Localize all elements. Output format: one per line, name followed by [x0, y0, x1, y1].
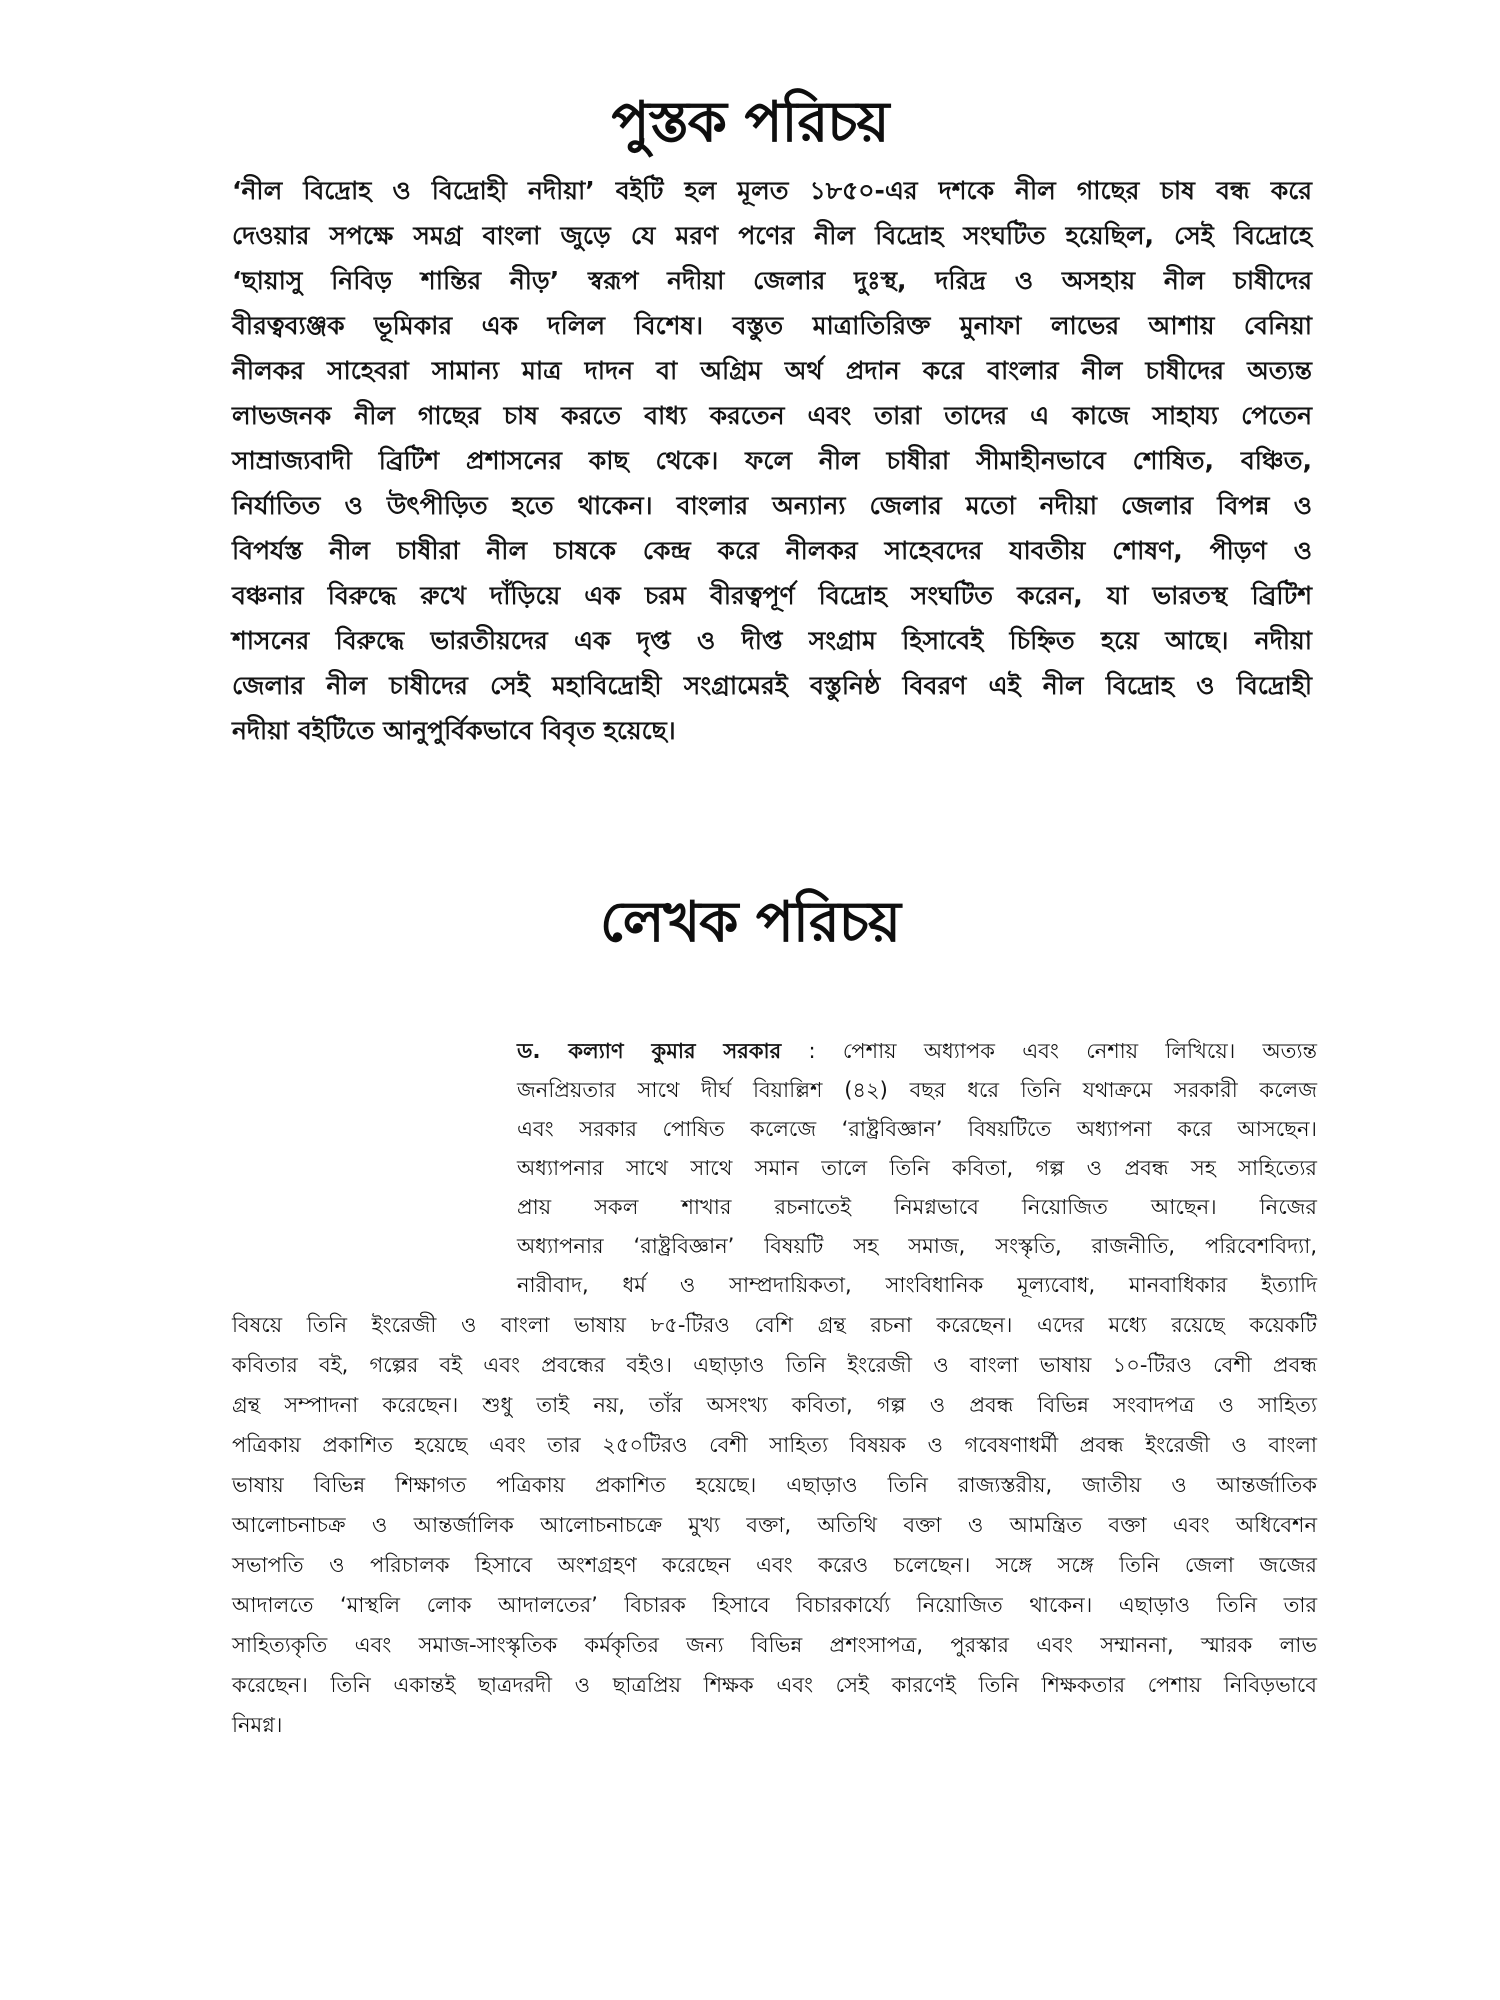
- paragraph-line: আলোচনাচক্র ও আন্তর্জালিক আলোচনাচক্রে মুখ্য বক্তা, অতিথি বক্তা ও আমন্ত্রিত বক্তা এবং অধিবেশন: [232, 1513, 1317, 1537]
- paragraph-line: দেওয়ার সপক্ষে সমগ্র বাংলা জুড়ে যে মরণ পণের নীল বিদ্রোহ সংঘটিত হয়েছিল, সেই বিদ্রোহে: [232, 221, 1312, 250]
- paragraph-line: [517, 1032, 1317, 1071]
- author-intro-paragraph-indented: [517, 1032, 1317, 1305]
- paragraph-line: বিপর্যস্ত নীল চাষীরা নীল চাষকে কেন্দ্র করে নীলকর সাহেবদের যাবতীয় শোষণ, পীড়ণ ও: [232, 536, 1312, 565]
- paragraph-line: নিমগ্ন।: [232, 1713, 283, 1737]
- paragraph-line: শাসনের বিরুদ্ধে ভারতীয়দের এক দৃপ্ত ও দীপ্ত সংগ্রাম হিসাবেই চিহ্নিত হয়ে আছে। নদীয়া: [232, 626, 1312, 655]
- paragraph-line: সাম্রাজ্যবাদী ব্রিটিশ প্রশাসনের কাছ থেকে। ফলে নীল চাষীরা সীমাহীনভাবে শোষিত, বঞ্চিত,: [232, 446, 1312, 475]
- author-intro-heading: লেখক পরিচয়: [600, 890, 900, 955]
- paragraph-line: প্রায় সকল শাখার রচনাতেই নিমগ্নভাবে নিয়োজিত আছেন। নিজের: [517, 1195, 1317, 1219]
- author-name: ড. কল্যাণ কুমার সরকার: [517, 1039, 782, 1063]
- paragraph-line: জেলার নীল চাষীদের সেই মহাবিদ্রোহী সংগ্রামেরই বস্তুনিষ্ঠ বিবরণ এই নীল বিদ্রোহ ও বিদ্রোহী: [232, 671, 1312, 700]
- paragraph-line: আদালতে ‘মাস্থলি লোক আদালতের’ বিচারক হিসাবে বিচারকার্য্যে নিয়োজিত থাকেন। এছাড়াও তিনি তার: [232, 1593, 1317, 1617]
- author-first-line-text: : পেশায় অধ্যাপক এবং নেশায় লিখিয়ে। অত্যন্ত: [781, 1039, 1318, 1063]
- book-intro-paragraph: [232, 168, 1312, 753]
- paragraph-line: নীলকর সাহেবরা সামান্য মাত্র দাদন বা অগ্রিম অর্থ প্রদান করে বাংলার নীল চাষীদের অত্যন্ত: [232, 356, 1312, 385]
- author-intro-paragraph-full: [232, 1305, 1317, 1745]
- paragraph-line: লাভজনক নীল গাছের চাষ করতে বাধ্য করতেন এবং তারা তাদের এ কাজে সাহায্য পেতেন: [232, 401, 1312, 430]
- paragraph-line: অধ্যাপনার ‘রাষ্ট্রবিজ্ঞান’ বিষয়টি সহ সমাজ, সংস্কৃতি, রাজনীতি, পরিবেশবিদ্যা,: [517, 1234, 1317, 1258]
- paragraph-line: বীরত্বব্যঞ্জক ভূমিকার এক দলিল বিশেষ। বস্তুত মাত্রাতিরিক্ত মুনাফা লাভের আশায় বেনিয়া: [232, 311, 1312, 340]
- paragraph-line: নদীয়া বইটিতে আনুপুর্বিকভাবে বিবৃত হয়েছে।: [232, 716, 676, 745]
- paragraph-line: নারীবাদ, ধর্ম ও সাম্প্রদায়িকতা, সাংবিধানিক মূল্যবোধ, মানবাধিকার ইত্যাদি: [517, 1273, 1317, 1297]
- book-intro-heading: পুস্তক পরিচয়: [611, 90, 889, 155]
- paragraph-line: অধ্যাপনার সাথে সাথে সমান তালে তিনি কবিতা, গল্প ও প্রবন্ধ সহ সাহিত্যের: [517, 1156, 1317, 1180]
- paragraph-line: পত্রিকায় প্রকাশিত হয়েছে এবং তার ২৫০টিরও বেশী সাহিত্য বিষয়ক ও গবেষণাধর্মী প্রবন্ধ ইংরেজী ও বাংলা: [232, 1433, 1317, 1457]
- paragraph-line: সাহিত্যকৃতি এবং সমাজ-সাংস্কৃতিক কর্মকৃতির জন্য বিভিন্ন প্রশংসাপত্র, পুরস্কার এবং সম্মাননা, স্মারক লাভ: [232, 1633, 1317, 1657]
- paragraph-line: জনপ্রিয়তার সাথে দীর্ঘ বিয়াল্লিশ (৪২) বছর ধরে তিনি যথাক্রমে সরকারী কলেজ: [517, 1078, 1317, 1102]
- paragraph-line: গ্রন্থ সম্পাদনা করেছেন। শুধু তাই নয়, তাঁর অসংখ্য কবিতা, গল্প ও প্রবন্ধ বিভিন্ন সংবাদপত্র ও সাহিত্য: [232, 1393, 1317, 1417]
- paragraph-line: ‘নীল বিদ্রোহ ও বিদ্রোহী নদীয়া’ বইটি হল মূলত ১৮৫০-এর দশকে নীল গাছের চাষ বন্ধ করে: [232, 176, 1312, 205]
- paragraph-line: বঞ্চনার বিরুদ্ধে রুখে দাঁড়িয়ে এক চরম বীরত্বপূর্ণ বিদ্রোহ সংঘটিত করেন, যা ভারতস্থ ব্রিটিশ: [232, 581, 1312, 610]
- paragraph-line: এবং সরকার পোষিত কলেজে ‘রাষ্ট্রবিজ্ঞান’ বিষয়টিতে অধ্যাপনা করে আসছেন।: [517, 1117, 1317, 1141]
- paragraph-line: ‘ছায়াসু নিবিড় শান্তির নীড়’ স্বরূপ নদীয়া জেলার দুঃস্থ, দরিদ্র ও অসহায় নীল চাষীদের: [232, 266, 1312, 295]
- paragraph-line: সভাপতি ও পরিচালক হিসাবে অংশগ্রহণ করেছেন এবং করেও চলেছেন। সঙ্গে সঙ্গে তিনি জেলা জজের: [232, 1553, 1317, 1577]
- paragraph-line: কবিতার বই, গল্পের বই এবং প্রবন্ধের বইও। এছাড়াও তিনি ইংরেজী ও বাংলা ভাষায় ১০-টিরও বেশী প্রবন্ধ: [232, 1353, 1317, 1377]
- paragraph-line: ভাষায় বিভিন্ন শিক্ষাগত পত্রিকায় প্রকাশিত হয়েছে। এছাড়াও তিনি রাজ্যস্তরীয়, জাতীয় ও আন্তর্জাতিক: [232, 1473, 1317, 1497]
- paragraph-line: নির্যাতিত ও উৎপীড়িত হতে থাকেন। বাংলার অন্যান্য জেলার মতো নদীয়া জেলার বিপন্ন ও: [232, 491, 1312, 520]
- paragraph-line: বিষয়ে তিনি ইংরেজী ও বাংলা ভাষায় ৮৫-টিরও বেশি গ্রন্থ রচনা করেছেন। এদের মধ্যে রয়েছে কয়েকটি: [232, 1313, 1317, 1337]
- paragraph-line: করেছেন। তিনি একান্তই ছাত্রদরদী ও ছাত্রপ্রিয় শিক্ষক এবং সেই কারণেই তিনি শিক্ষকতার পেশায় নিবিড়ভাবে: [232, 1673, 1317, 1697]
